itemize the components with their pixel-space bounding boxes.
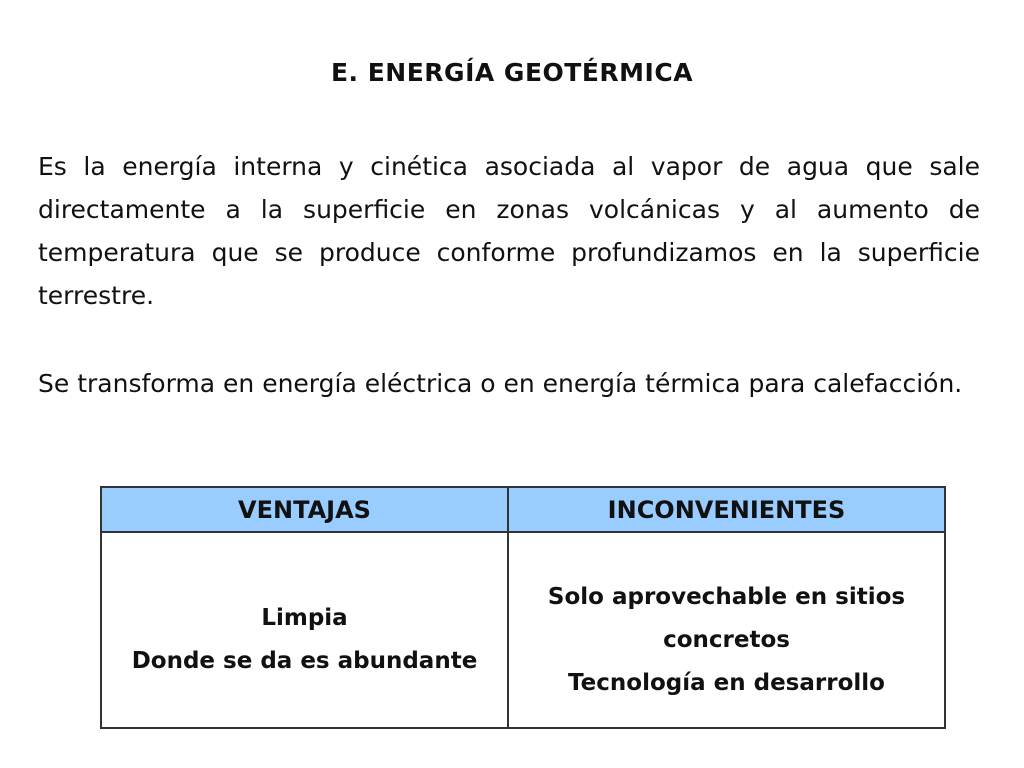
inconveniente-item: Tecnología en desarrollo	[568, 669, 885, 696]
ventaja-item: Donde se da es abundante	[131, 648, 478, 674]
header-ventajas: VENTAJAS	[101, 487, 508, 532]
page-title: E. ENERGÍA GEOTÉRMICA	[330, 58, 694, 87]
inconvenientes-cell	[508, 532, 945, 728]
table-row	[101, 532, 945, 728]
transformation-paragraph: Se transforma en energía eléctrica o en energía térmica para calefacción.	[38, 369, 963, 398]
inconveniente-item: Solo aprovechable en sitios concretos	[547, 583, 906, 653]
pros-cons-table	[100, 486, 946, 729]
ventaja-item: Limpia	[261, 605, 348, 631]
pros-cons-table-container	[100, 486, 944, 729]
definition-paragraph: Es la energía interna y cinética asociada al vapor de agua que sale directamente a la superficie en zonas volcánicas y al aumento de temperatura que se produce conforme profundizamos en la superficie terrestre.	[38, 152, 980, 310]
ventajas-cell	[101, 532, 508, 728]
header-inconvenientes: INCONVENIENTES	[508, 487, 945, 532]
table-header-row	[101, 487, 945, 532]
